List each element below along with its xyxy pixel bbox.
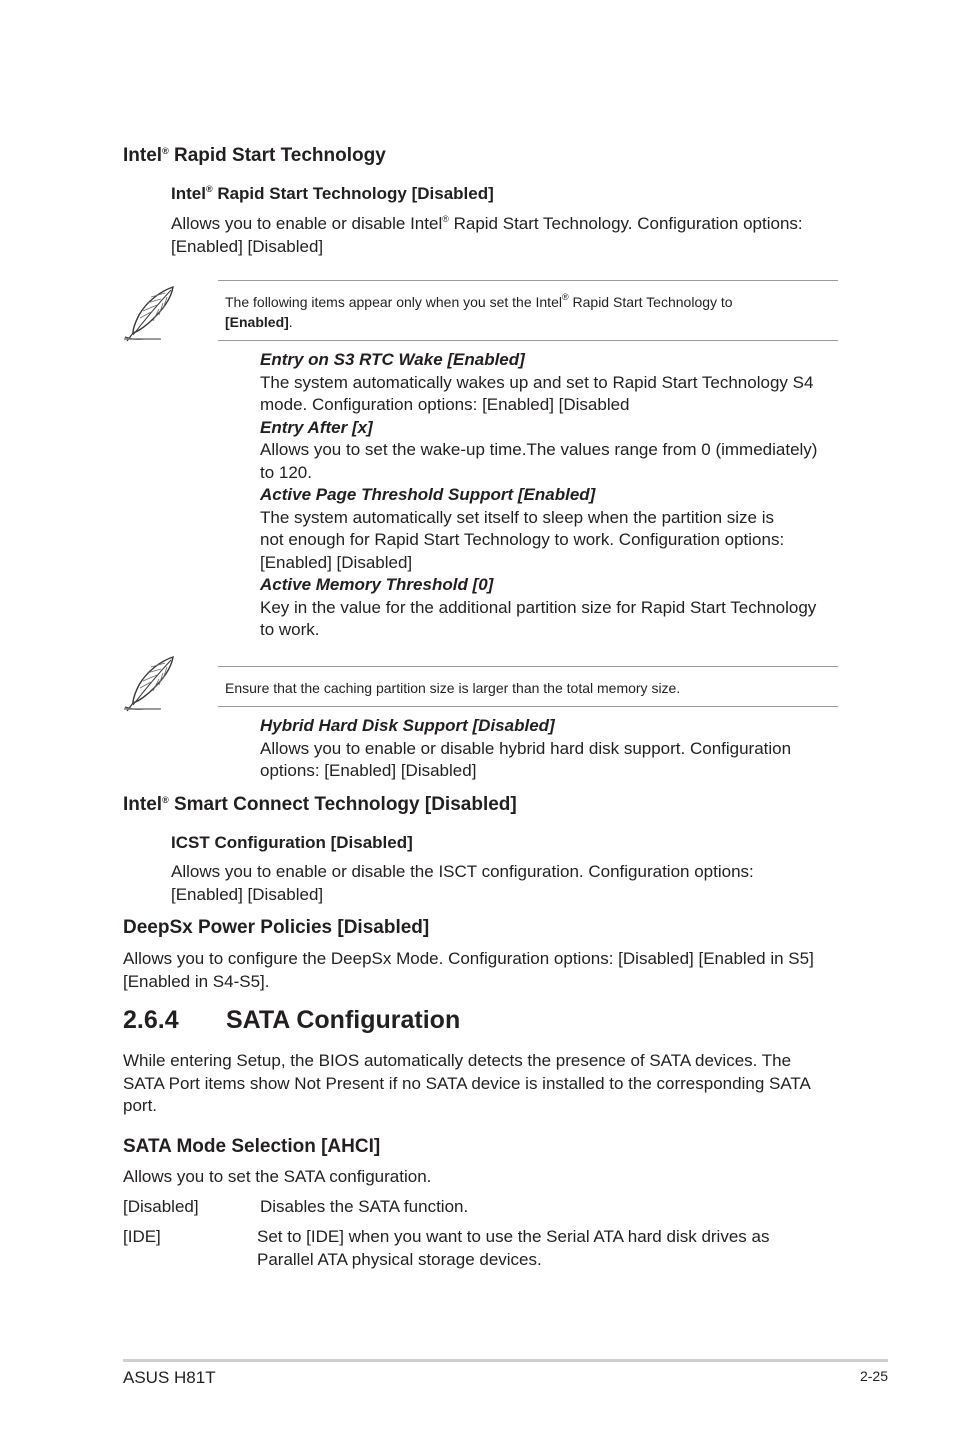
sub-item xyxy=(260,417,840,485)
sub-item-line: to 120. xyxy=(260,462,312,482)
option-key: [Disabled] xyxy=(123,1197,199,1216)
sub-item xyxy=(260,574,840,642)
note-text-1: The following items appear only when you set the Intel® Rapid Start Technology to [Enabled]. xyxy=(225,292,733,330)
sub-item xyxy=(260,349,840,417)
chapter-intro: While entering Setup, the BIOS automatically detects the presence of SATA devices. The SATA Port items show Not Present if no SATA device is installed to the corresponding SATA port. xyxy=(123,1051,811,1115)
sub-item-title: Entry on S3 RTC Wake [Enabled] xyxy=(260,350,525,369)
sub-item-title: Entry After [x] xyxy=(260,417,373,437)
item-desc-rst: Allows you to enable or disable Intel® Rapid Start Technology. Configuration options: [Enabled] [Disabled] xyxy=(171,214,803,256)
item-heading-rst: Intel® Rapid Start Technology [Disabled] xyxy=(171,184,494,203)
sub-item-line: Key in the value for the additional partition size for Rapid Start Technology xyxy=(260,597,817,617)
note-bottom-rule xyxy=(218,706,838,707)
sub-item-line: The system automatically set itself to sleep when the partition size is xyxy=(260,507,775,527)
sub-item-line: Allows you to set the wake-up time.The values range from 0 (immediately) xyxy=(260,440,818,459)
section-heading-deepsx: DeepSx Power Policies [Disabled] xyxy=(123,917,430,938)
footer-product: ASUS H81T xyxy=(123,1368,216,1387)
item-desc-icst: Allows you to enable or disable the ISCT configuration. Configuration options: [Enabled] [Disabled] xyxy=(171,862,754,904)
footer-rule xyxy=(123,1359,888,1362)
sub-item-list xyxy=(260,349,840,642)
sub-item-title: Active Page Threshold Support [Enabled] xyxy=(260,485,596,504)
chapter-number: 2.6.4 xyxy=(123,1006,179,1034)
note-top-rule xyxy=(218,280,838,281)
sub-item-line: not enough for Rapid Start Technology to work. Configuration options: xyxy=(260,530,785,549)
sub-item-line: [Enabled] [Disabled] xyxy=(260,552,413,572)
sub-item-line: mode. Configuration options: [Enabled] [Disabled xyxy=(260,395,630,414)
section-heading-rst: Intel® Rapid Start Technology xyxy=(123,145,386,166)
option-desc: Set to [IDE] when you want to use the Serial ATA hard disk drives as Parallel ATA physical storage devices. xyxy=(257,1227,770,1269)
section-heading-isct: Intel® Smart Connect Technology [Disabled] xyxy=(123,794,517,815)
sub-item-line: options: [Enabled] [Disabled] xyxy=(260,761,477,780)
option-desc: Disables the SATA function. xyxy=(260,1197,469,1216)
sub-item-title: Hybrid Hard Disk Support [Disabled] xyxy=(260,716,555,735)
note-top-rule xyxy=(218,666,838,667)
sub-item xyxy=(260,484,840,574)
section-heading-sata-mode: SATA Mode Selection [AHCI] xyxy=(123,1136,381,1157)
note-feather-icon xyxy=(121,285,181,343)
note-bottom-rule xyxy=(218,340,838,341)
item-heading-icst: ICST Configuration [Disabled] xyxy=(171,833,413,852)
sub-item-title: Active Memory Threshold [0] xyxy=(260,575,494,594)
chapter-title: SATA Configuration xyxy=(226,1006,461,1034)
footer-page-number: 2-25 xyxy=(859,1368,888,1384)
section-desc-sata-mode: Allows you to set the SATA configuration. xyxy=(123,1167,432,1186)
note-text-2: Ensure that the caching partition size is larger than the total memory size. xyxy=(225,680,681,696)
sub-item-line: Allows you to enable or disable hybrid hard disk support. Configuration xyxy=(260,738,792,758)
option-key: [IDE] xyxy=(123,1227,161,1246)
hybrid-item xyxy=(260,715,840,783)
section-desc-deepsx: Allows you to configure the DeepSx Mode. Configuration options: [Disabled] [Enabled in S5] [Enabled in S4-S5]. xyxy=(123,949,814,991)
note-feather-icon xyxy=(121,655,181,713)
sub-item-line: to work. xyxy=(260,620,320,639)
sub-item-line: The system automatically wakes up and set to Rapid Start Technology S4 xyxy=(260,372,814,392)
